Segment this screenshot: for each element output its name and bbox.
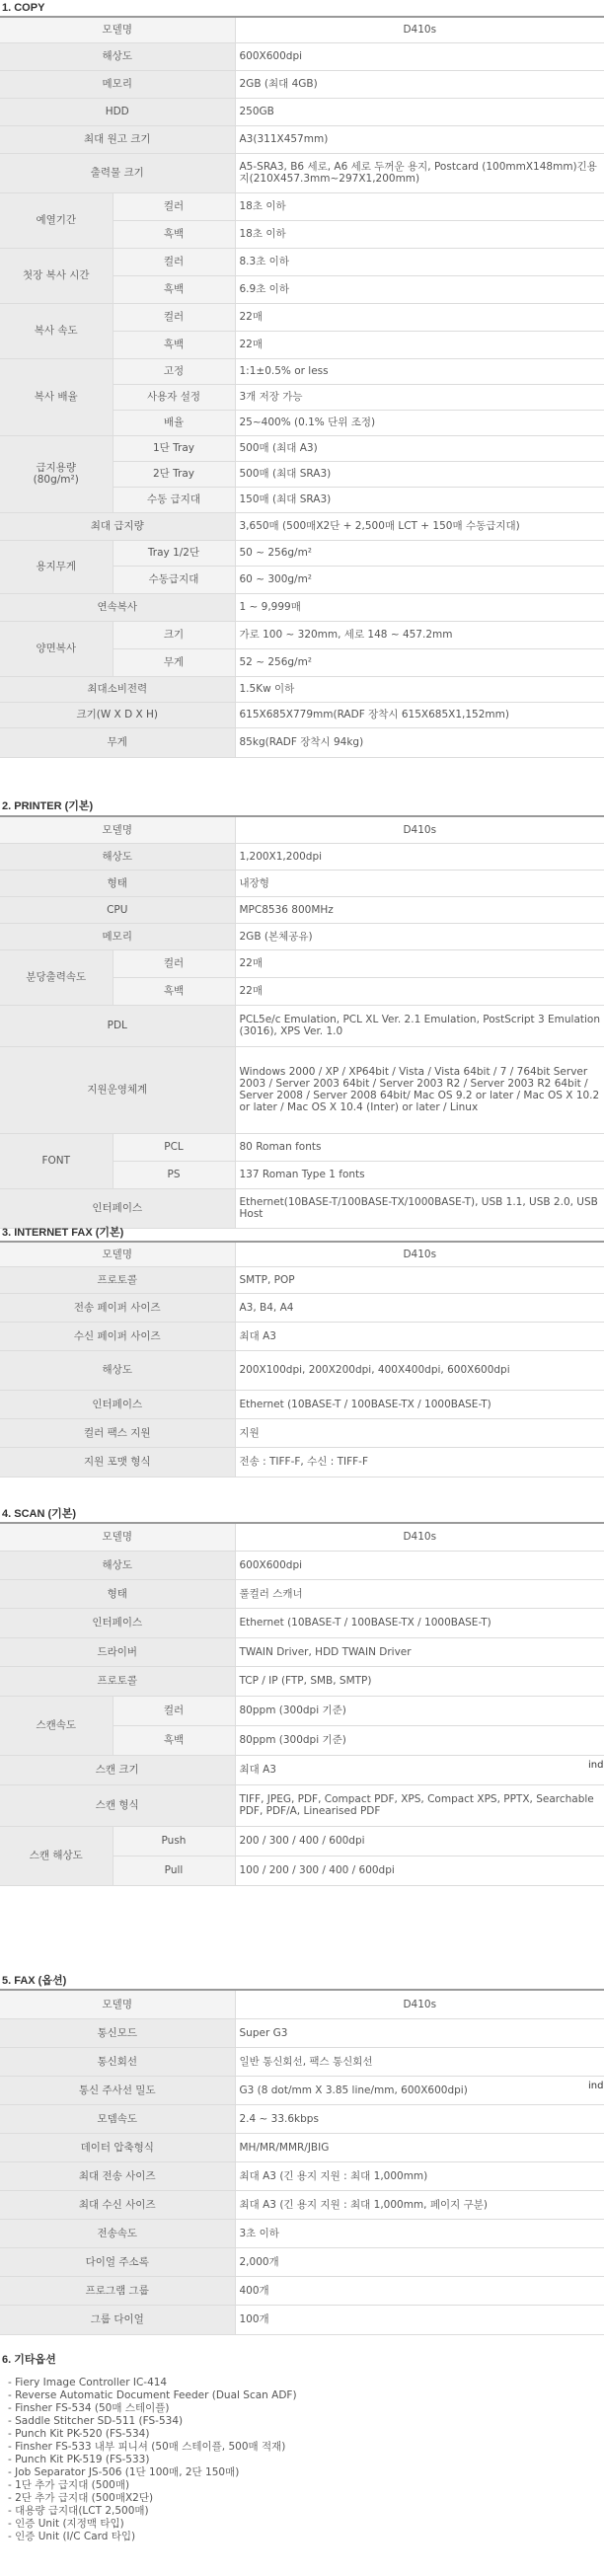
spec-label: 분당출력속도 [0,949,113,1005]
spec-value: 137 Roman Type 1 fonts [235,1161,604,1188]
spec-value: 1:1±0.5% or less [235,358,604,384]
spec-value: 8.3초 이하 [235,248,604,275]
spec-label: 스캔 해상도 [0,1826,113,1885]
list-item: - Saddle Stitcher SD-511 (FS-534) [8,2415,184,2427]
section-title-internet-fax: 3. INTERNET FAX (기본) [2,1227,124,1239]
list-item: - Fiery Image Controller IC-414 [8,2377,168,2388]
spec-sublabel: Tray 1/2단 [113,540,235,566]
spec-value: 18초 이하 [235,192,604,220]
spec-sublabel: 사용자 설정 [113,384,235,410]
list-item: - Punch Kit PK-520 (FS-534) [8,2428,150,2440]
spec-label: 인터페이스 [0,1188,235,1228]
spec-value: 600X600dpi [235,42,604,70]
spec-label: 복사 속도 [0,303,113,358]
spec-label: 다이얼 주소록 [0,2247,235,2276]
list-item: - 인증 Unit (지정맥 타입) [8,2518,124,2530]
spec-label-unit: (80g/m²) [33,474,79,486]
spec-value: 22매 [235,977,604,1005]
spec-value: TCP / IP (FTP, SMB, SMTP) [235,1666,604,1696]
list-item: - 2단 추가 급지대 (500매X2단) [8,2492,154,2504]
spec-value: 500매 (최대 A3) [235,435,604,461]
spec-sublabel: 컬러 [113,248,235,275]
spec-value: 풀컬러 스캐너 [235,1579,604,1608]
spec-value: 100개 [235,2305,604,2334]
spec-value: 1.5Kw 이하 [235,676,604,702]
spec-value: 80ppm (300dpi 기준) [235,1696,604,1725]
spec-label: 크기(W X D X H) [0,702,235,727]
spec-label: 형태 [0,870,235,896]
spec-sublabel: 수동급지대 [113,566,235,593]
extras-list [0,2377,604,2543]
spec-label: 해상도 [0,1551,235,1579]
spec-label: 연속복사 [0,593,235,621]
spec-label: 메모리 [0,70,235,98]
spec-label: 프로토콜 [0,1266,235,1293]
spec-value: 2.4 ~ 33.6kbps [235,2104,604,2133]
spec-label: 프로그램 그룹 [0,2276,235,2305]
spec-label: 스캔 크기 [0,1755,235,1784]
spec-value: G3 (8 dot/mm X 3.85 line/mm, 600X600dpi) [235,2076,604,2104]
spec-label: 지원운영체계 [0,1046,235,1133]
spec-value: 3개 저장 가능 [235,384,604,410]
model-label: 모델명 [0,817,235,843]
spec-label: 해상도 [0,42,235,70]
spec-label: CPU [0,896,235,923]
spec-label: 통신회선 [0,2047,235,2076]
spec-label: 드라이버 [0,1637,235,1666]
spec-value: 18초 이하 [235,220,604,248]
spec-value: 200X100dpi, 200X200dpi, 400X400dpi, 600X600dpi [235,1350,604,1390]
spec-value: 100 / 200 / 300 / 400 / 600dpi [235,1856,604,1885]
spec-label: 양면복사 [0,621,113,676]
spec-value: 최대 A3 (긴 용지 지원 : 최대 1,000mm) [235,2161,604,2190]
spec-label: 데이터 압축형식 [0,2133,235,2161]
spec-sublabel: 컬러 [113,303,235,331]
spec-label: FONT [0,1133,113,1188]
spec-value: 150매 (최대 SRA3) [235,487,604,512]
section-title-printer: 2. PRINTER (기본) [2,800,94,812]
scan-spec-table [0,1522,604,1886]
model-label: 모델명 [0,1524,235,1551]
spec-label: 인터페이스 [0,1390,235,1418]
spec-sublabel: 크기 [113,621,235,648]
spec-sublabel: 흑백 [113,220,235,248]
model-label: 모델명 [0,18,235,42]
list-item: - Finsher FS-534 (50매 스테이플) [8,2402,170,2414]
spec-label: 최대 전송 사이즈 [0,2161,235,2190]
spec-label: PDL [0,1005,235,1046]
spec-value: 80 Roman fonts [235,1133,604,1161]
spec-sublabel: 수동 급지대 [113,487,235,512]
spec-value: 400개 [235,2276,604,2305]
spec-label: 해상도 [0,843,235,870]
list-item: - Job Separator JS-506 (1단 100매, 2단 150매) [8,2466,240,2478]
spec-label: 메모리 [0,923,235,949]
spec-sublabel: 흑백 [113,977,235,1005]
spec-value: 최대 A3 (긴 용지 지원 : 최대 1,000mm, 페이지 구분) [235,2190,604,2219]
spec-label: 그룹 다이얼 [0,2305,235,2334]
spec-label: 형태 [0,1579,235,1608]
spec-sublabel: PS [113,1161,235,1188]
model-value: D410s [235,18,604,42]
spec-label: HDD [0,98,235,125]
spec-value: A5-SRA3, B6 세로, A6 세로 두꺼운 용지, Postcard (100mmX148mm)긴용지(210X457.3mm~297X1,200mm) [235,153,604,192]
spec-label: 지원 포맷 형식 [0,1447,235,1477]
spec-value: 22매 [235,331,604,358]
spec-value: MH/MR/MMR/JBIG [235,2133,604,2161]
section-title-extras: 6. 기타옵션 [2,2354,56,2366]
model-value: D410s [235,1991,604,2018]
spec-sublabel: Push [113,1826,235,1856]
model-label: 모델명 [0,1991,235,2018]
spec-value: 전송 : TIFF-F, 수신 : TIFF-F [235,1447,604,1477]
section-title-fax: 5. FAX (옵션) [2,1975,67,1987]
fax-spec-table [0,1989,604,2335]
spec-sublabel: 컬러 [113,192,235,220]
list-item: - Finsher FS-533 내부 피니셔 (50매 스테이플, 500매 적재) [8,2441,286,2453]
spec-value: Ethernet (10BASE-T / 100BASE-TX / 1000BASE-T) [235,1608,604,1637]
spec-label: 수신 페이퍼 사이즈 [0,1322,235,1350]
spec-label [0,435,113,512]
spec-label: 통신모드 [0,2018,235,2047]
spec-label: 프로토콜 [0,1666,235,1696]
list-item: - 인증 Unit (I/C Card 타입) [8,2531,136,2542]
spec-value: 615X685X779mm(RADF 장착시 615X685X1,152mm) [235,702,604,727]
spec-value: MPC8536 800MHz [235,896,604,923]
spec-sublabel: 흑백 [113,331,235,358]
spec-value: TIFF, JPEG, PDF, Compact PDF, XPS, Compact XPS, PPTX, Searchable PDF, PDF/A, Linearised PDF [235,1784,604,1826]
spec-value: 250GB [235,98,604,125]
spec-label: 최대 원고 크기 [0,125,235,153]
spec-value: 최대 A3 [235,1322,604,1350]
spec-value: 60 ~ 300g/m² [235,566,604,593]
spec-label: 스캔 형식 [0,1784,235,1826]
spec-sublabel: 무게 [113,648,235,676]
spec-value: 50 ~ 256g/m² [235,540,604,566]
list-item: - Reverse Automatic Document Feeder (Dual Scan ADF) [8,2389,297,2401]
spec-sublabel: 컬러 [113,1696,235,1725]
spec-value: Super G3 [235,2018,604,2047]
list-item: - 1단 추가 급지대 (500매) [8,2479,130,2491]
spec-value: 내장형 [235,870,604,896]
spec-value: A3, B4, A4 [235,1293,604,1322]
cutoff-text: ind [588,2081,604,2091]
model-value: D410s [235,1243,604,1266]
spec-value: 3,650매 (500매X2단 + 2,500매 LCT + 150매 수동급지대) [235,512,604,540]
spec-label: 컬러 팩스 지원 [0,1418,235,1447]
spec-value: 600X600dpi [235,1551,604,1579]
spec-label: 전송속도 [0,2219,235,2247]
list-item: - Punch Kit PK-519 (FS-533) [8,2454,150,2465]
spec-value: 80ppm (300dpi 기준) [235,1725,604,1755]
spec-sublabel: 1단 Tray [113,435,235,461]
spec-value: 25~400% (0.1% 단위 조정) [235,410,604,435]
model-value: D410s [235,1524,604,1551]
spec-value: 2GB (본체공유) [235,923,604,949]
section-title-copy: 1. COPY [2,2,45,14]
spec-value: SMTP, POP [235,1266,604,1293]
spec-label: 해상도 [0,1350,235,1390]
spec-value: 200 / 300 / 400 / 600dpi [235,1826,604,1856]
spec-value: 52 ~ 256g/m² [235,648,604,676]
spec-value: 지원 [235,1418,604,1447]
spec-label-text: 급지용량 [36,462,77,474]
spec-value: A3(311X457mm) [235,125,604,153]
spec-sublabel: 흑백 [113,275,235,303]
printer-spec-table [0,815,604,1229]
spec-value: 1 ~ 9,999매 [235,593,604,621]
spec-label: 모뎀속도 [0,2104,235,2133]
internet-fax-spec-table [0,1241,604,1477]
spec-value: 1,200X1,200dpi [235,843,604,870]
copy-spec-table [0,16,604,758]
spec-sublabel: 2단 Tray [113,461,235,487]
spec-label: 출력물 크기 [0,153,235,192]
spec-label: 용지무게 [0,540,113,593]
spec-label: 예열기간 [0,192,113,248]
spec-value: 2GB (최대 4GB) [235,70,604,98]
spec-value: Ethernet(10BASE-T/100BASE-TX/1000BASE-T), USB 1.1, USB 2.0, USB Host [235,1188,604,1228]
section-title-scan: 4. SCAN (기본) [2,1508,77,1520]
model-label: 모델명 [0,1243,235,1266]
spec-value: 3초 이하 [235,2219,604,2247]
spec-value: 22매 [235,303,604,331]
spec-value: 85kg(RADF 장착시 94kg) [235,727,604,757]
spec-label: 인터페이스 [0,1608,235,1637]
spec-value: Windows 2000 / XP / XP64bit / Vista / Vista 64bit / 7 / 764bit Server 2003 / Server 2003 64bit / Server 2003 R2 / Server 2003 R2 64bit / Server 2008 / Server 2008 64bit/ Mac OS 9.2 or later / Mac OS X 10.2 or later / Mac OS X 10.4 (Inter) or later / Linux [235,1046,604,1133]
spec-value: 500매 (최대 SRA3) [235,461,604,487]
spec-sublabel: PCL [113,1133,235,1161]
spec-sublabel: 흑백 [113,1725,235,1755]
spec-value: Ethernet (10BASE-T / 100BASE-TX / 1000BASE-T) [235,1390,604,1418]
spec-label: 최대 급지량 [0,512,235,540]
spec-label: 복사 배율 [0,358,113,435]
spec-value: PCL5e/c Emulation, PCL XL Ver. 2.1 Emulation, PostScript 3 Emulation (3016), XPS Ver. 1.0 [235,1005,604,1046]
spec-value: 6.9초 이하 [235,275,604,303]
spec-sublabel: Pull [113,1856,235,1885]
spec-value: 2,000개 [235,2247,604,2276]
spec-label: 무게 [0,727,235,757]
spec-sublabel: 고정 [113,358,235,384]
cutoff-text: ind [588,1760,604,1771]
spec-sublabel: 배율 [113,410,235,435]
spec-label: 첫장 복사 시간 [0,248,113,303]
spec-label: 전송 페이퍼 사이즈 [0,1293,235,1322]
model-value: D410s [235,817,604,843]
spec-label: 최대소비전력 [0,676,235,702]
spec-value: 최대 A3 [235,1755,604,1784]
spec-sublabel: 컬러 [113,949,235,977]
spec-label: 스캔속도 [0,1696,113,1755]
spec-value: 가로 100 ~ 320mm, 세로 148 ~ 457.2mm [235,621,604,648]
spec-value: 22매 [235,949,604,977]
spec-value: 일반 통신회선, 팩스 통신회선 [235,2047,604,2076]
spec-label: 최대 수신 사이즈 [0,2190,235,2219]
spec-label: 통신 주사선 밀도 [0,2076,235,2104]
spec-value: TWAIN Driver, HDD TWAIN Driver [235,1637,604,1666]
list-item: - 대용량 급지대(LCT 2,500매) [8,2505,149,2517]
